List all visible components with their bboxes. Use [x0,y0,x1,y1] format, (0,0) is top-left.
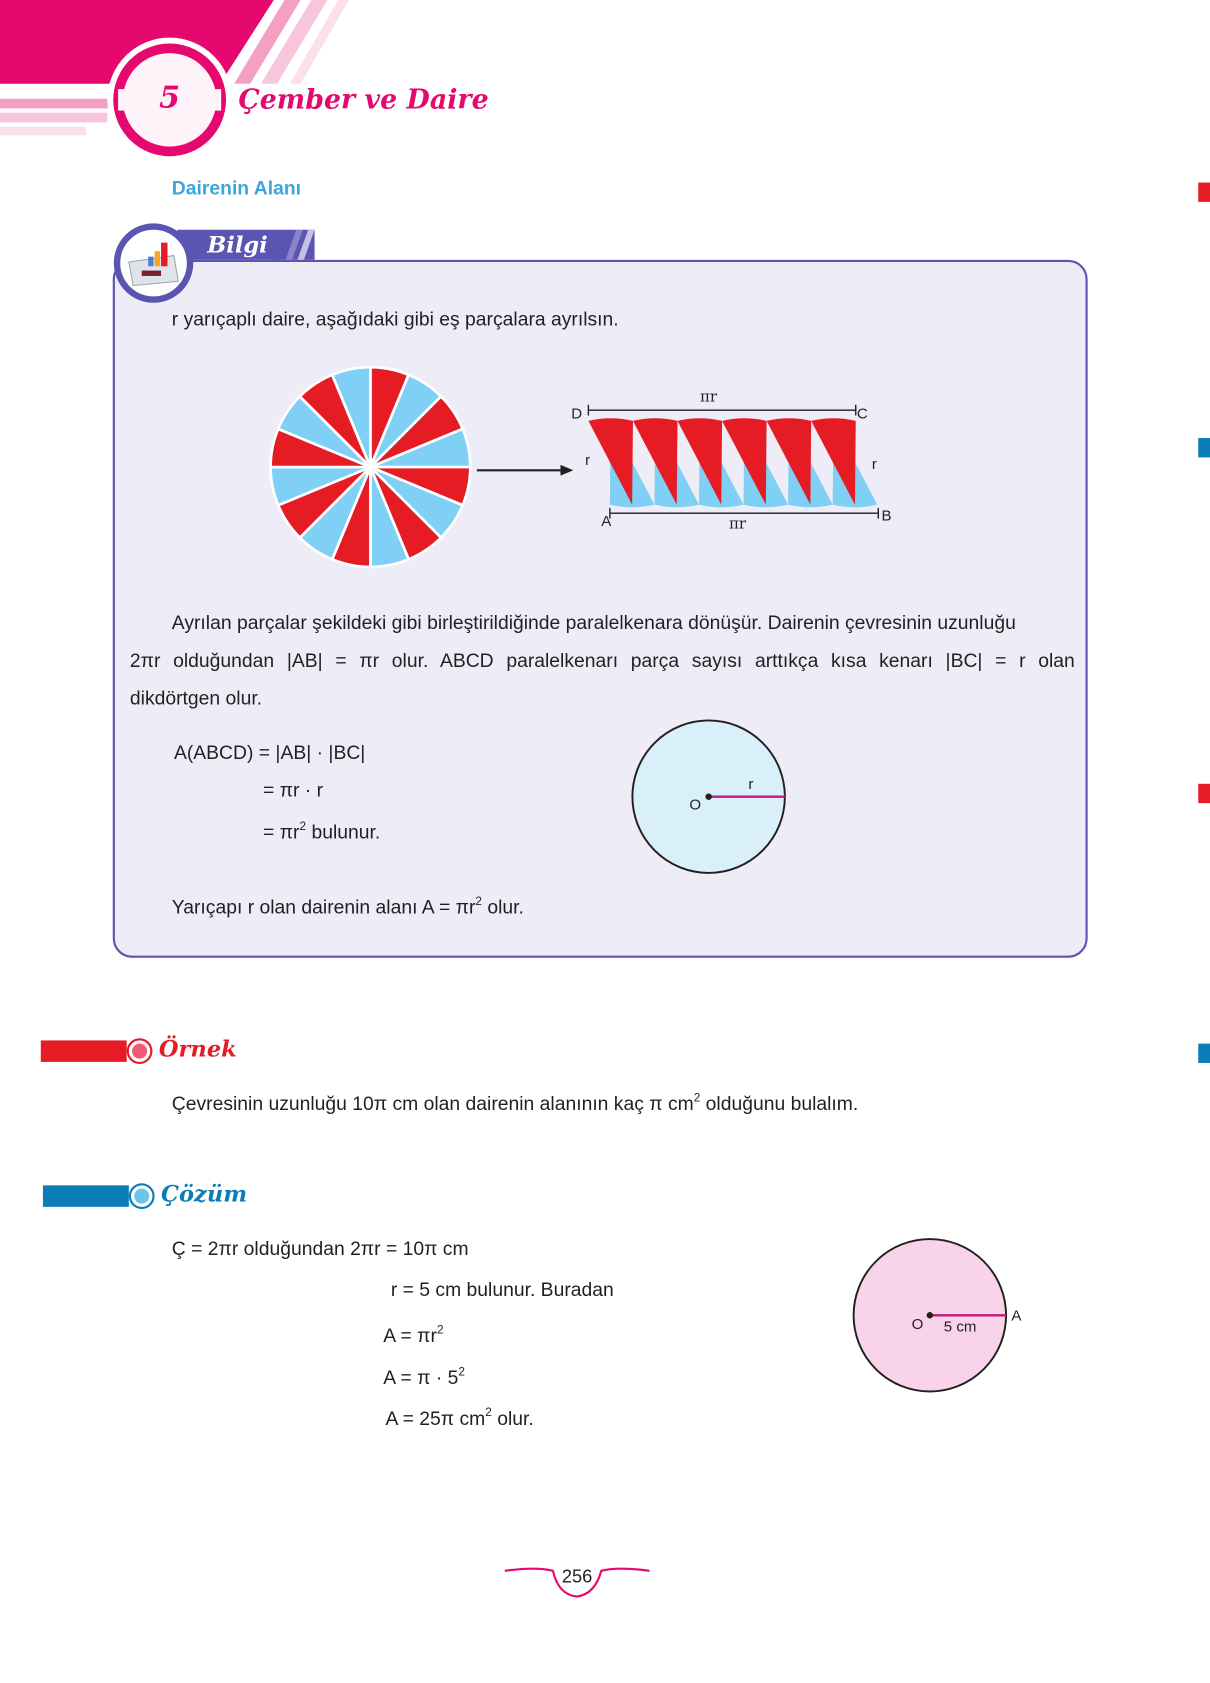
label-b: B [881,506,892,524]
conclusion-text: olur. [481,896,524,919]
label-a: A [601,512,612,530]
solution-bar [43,1185,129,1206]
exponent: 2 [436,1323,444,1337]
eq-text: = πr [263,821,300,843]
eq-exponent: 2 [299,820,307,834]
side-marker [1198,1044,1210,1063]
line-text: olur. [491,1407,534,1430]
radius-label: r [748,775,754,793]
radius-label: 5 cm [943,1317,977,1335]
question-text: Çevresinin uzunluğu 10π cm olan dairenin alanının kaç π cm [171,1093,694,1115]
example-question [172,1080,858,1123]
solution-line [383,1312,443,1355]
label-c: C [856,404,868,422]
solution-line: r = 5 cm bulunur. Buradan [390,1278,614,1301]
paragraph-line: 2πr olduğundan |AB| = πr olur. ABCD paralelkenarı parça sayısı arttıkça kısa kenarı |BC| = r olan [129,649,1075,672]
example-bar [41,1040,127,1061]
tab-stripes [274,230,322,260]
solution-label: Çözüm [161,1179,248,1207]
equation-line: = πr · r [263,779,324,801]
exponent: 2 [485,1406,492,1420]
center-label: O [689,795,702,813]
solution-line [385,1395,533,1438]
line-text: A = π · 5 [383,1366,459,1389]
point-label: A [1011,1306,1022,1324]
solution-line: Ç = 2πr olduğundan 2πr = 10π cm [171,1237,469,1260]
question-text: olduğunu bulalım. [700,1093,859,1115]
page-number: 256 [561,1566,593,1587]
section-title: Dairenin Alanı [171,177,302,199]
equation-line: A(ABCD) = |AB| · |BC| [173,741,366,764]
conclusion [172,884,524,927]
side-marker [1198,784,1210,803]
label-right-r: r [871,455,877,473]
info-intro: r yarıçaplı daire, aşağıdaki gibi eş parçalara ayrılsın. [171,308,619,330]
exponent: 2 [693,1091,701,1105]
exponent: 2 [458,1365,465,1379]
solution-line [383,1354,465,1397]
target-icon [126,1182,158,1210]
conclusion-text: Yarıçapı r olan dairenin alanı A = πr [171,896,476,919]
side-marker [1198,183,1210,202]
target-icon [123,1037,155,1065]
exponent: 2 [475,895,482,909]
label-left-r: r [585,450,591,469]
circle-5cm-figure [850,1236,1011,1397]
label-top-pir: πr [700,388,718,406]
paragraph-line: dikdörtgen olur. [129,687,263,709]
chapter-title: Çember ve Daire [238,83,489,115]
info-label: Bilgi [177,230,314,260]
side-marker [1198,438,1210,457]
eq-text: bulunur. [306,821,381,843]
chapter-number: 5 [159,79,181,115]
circle-radius-r-figure [628,717,789,878]
chart-icon [112,221,196,305]
paragraph-line: Ayrılan parçalar şekildeki gibi birleştirildiğinde paralelkenara dönüşür. Dairenin çevresinin uzunluğu [171,612,1016,634]
center-label: O [911,1315,924,1333]
equation-line [263,808,380,851]
label-d: D [571,404,583,422]
label-bottom-pir: πr [729,515,747,533]
sliced-circle-figure [263,360,478,575]
example-label: Örnek [158,1035,237,1062]
line-text: A = 25π cm [385,1407,486,1430]
line-text: A = πr [383,1324,437,1347]
